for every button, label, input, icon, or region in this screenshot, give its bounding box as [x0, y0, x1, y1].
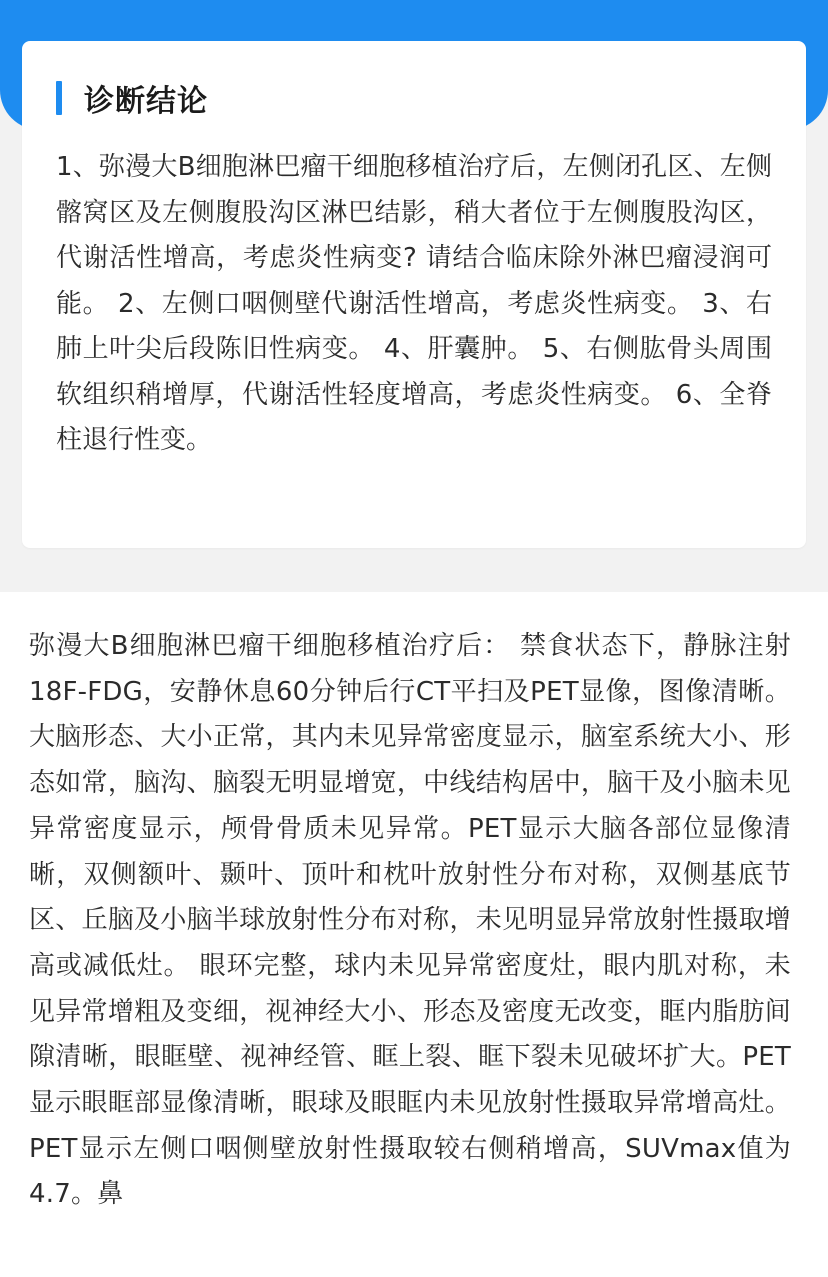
findings-text: 弥漫大B细胞淋巴瘤干细胞移植治疗后： 禁食状态下，静脉注射18F-FDG，安静休息60分钟后行CT平扫及PET显像，图像清晰。 大脑形态、大小正常，其内未见异常密度显示，脑室系统大小、形态如常，脑沟、脑裂无明显增宽，中线结构居中，脑干及小脑未见异常密度显示，颅骨骨质未见异常。PET显示大脑各部位显像清晰，双侧额叶、颞叶、顶叶和枕叶放射性分布对称，双侧基底节区、丘脑及小脑半球放射性分布对称，未见明显异常放射性摄取增高或减低灶。 眼环完整，球内未见异常密度灶，眼内肌对称，未见异常增粗及变细，视神经大小、形态及密度无改变，眶内脂肪间隙清晰，眼眶壁、视神经管、眶上裂、眶下裂未见破坏扩大。PET显示眼眶部显像清晰，眼球及眼眶内未见放射性摄取异常增高灶。 PET显示左侧口咽侧壁放射性摄取较右侧稍增高，SUVmax值为4.7。鼻 — [29, 631, 791, 1210]
findings-panel[interactable] — [0, 592, 828, 1277]
scroll-fade — [0, 1237, 828, 1277]
section-title: 诊断结论 — [84, 84, 208, 119]
diagnosis-conclusion-card — [22, 41, 806, 548]
section-header — [56, 75, 208, 121]
conclusion-text: 1、弥漫大B细胞淋巴瘤干细胞移植治疗后，左侧闭孔区、左侧髂窝区及左侧腹股沟区淋巴结影，稍大者位于左侧腹股沟区，代谢活性增高，考虑炎性病变? 请结合临床除外淋巴瘤浸润可能。 2、左侧口咽侧壁代谢活性增高，考虑炎性病变。 3、右肺上叶尖后段陈旧性病变。 4、肝囊肿。 5、右侧肱骨头周围软组织稍增厚，代谢活性轻度增高，考虑炎性病变。 6、全脊柱退行性变。 — [56, 152, 772, 455]
section-accent-bar — [56, 81, 62, 115]
